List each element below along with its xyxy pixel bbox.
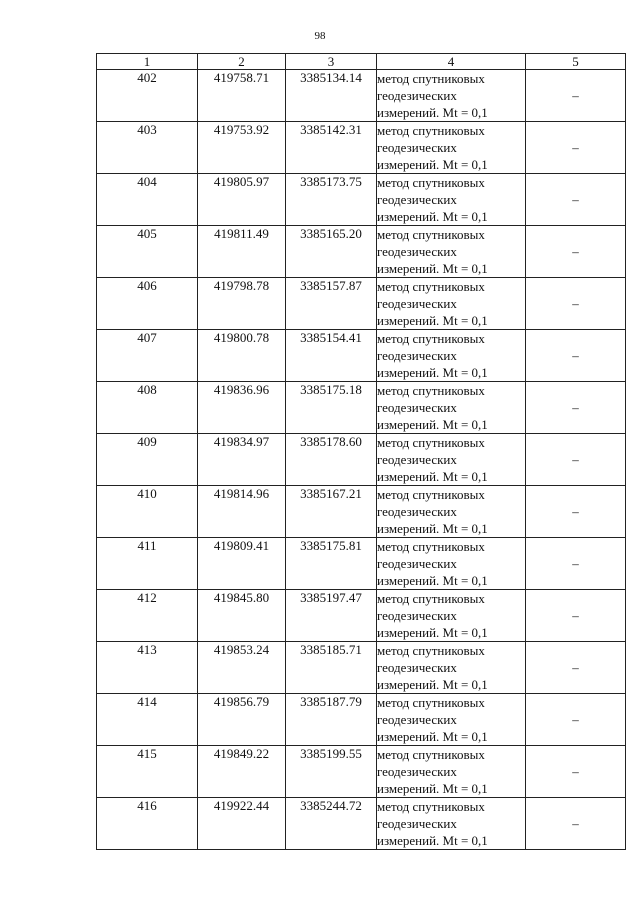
x-coordinate-cell: 419805.97 bbox=[198, 174, 286, 226]
column-header: 4 bbox=[377, 54, 526, 70]
x-coordinate-cell: 419753.92 bbox=[198, 122, 286, 174]
x-coordinate-cell: 419836.96 bbox=[198, 382, 286, 434]
point-number-cell: 403 bbox=[97, 122, 198, 174]
table-row bbox=[97, 122, 626, 174]
note-cell: – bbox=[526, 642, 626, 694]
x-coordinate-cell: 419856.79 bbox=[198, 694, 286, 746]
note-cell: – bbox=[526, 70, 626, 122]
point-number-cell: 406 bbox=[97, 278, 198, 330]
x-coordinate-cell: 419758.71 bbox=[198, 70, 286, 122]
method-cell bbox=[377, 486, 526, 538]
column-header: 5 bbox=[526, 54, 626, 70]
x-coordinate-cell: 419814.96 bbox=[198, 486, 286, 538]
note-cell: – bbox=[526, 486, 626, 538]
point-number-cell: 415 bbox=[97, 746, 198, 798]
method-cell bbox=[377, 70, 526, 122]
page-number: 98 bbox=[314, 30, 326, 42]
method-text-line: метод спутниковых bbox=[377, 539, 485, 554]
point-number-cell: 409 bbox=[97, 434, 198, 486]
point-number-cell: 411 bbox=[97, 538, 198, 590]
point-number-cell: 407 bbox=[97, 330, 198, 382]
method-text-line: метод спутниковых bbox=[377, 175, 485, 190]
column-header: 2 bbox=[198, 54, 286, 70]
table-row bbox=[97, 70, 626, 122]
table-row bbox=[97, 434, 626, 486]
table-row bbox=[97, 642, 626, 694]
table-row bbox=[97, 486, 626, 538]
note-cell: – bbox=[526, 174, 626, 226]
table-row bbox=[97, 694, 626, 746]
method-text-line: измерений. Mt = 0,1 bbox=[377, 417, 488, 432]
method-text-line: измерений. Mt = 0,1 bbox=[377, 209, 488, 224]
method-cell bbox=[377, 122, 526, 174]
note-cell: – bbox=[526, 538, 626, 590]
x-coordinate-cell: 419811.49 bbox=[198, 226, 286, 278]
point-number-cell: 410 bbox=[97, 486, 198, 538]
method-text-line: измерений. Mt = 0,1 bbox=[377, 833, 488, 848]
y-coordinate-cell: 3385134.14 bbox=[286, 70, 377, 122]
x-coordinate-cell: 419922.44 bbox=[198, 798, 286, 850]
y-coordinate-cell: 3385175.81 bbox=[286, 538, 377, 590]
method-text-line: измерений. Mt = 0,1 bbox=[377, 521, 488, 536]
y-coordinate-cell: 3385173.75 bbox=[286, 174, 377, 226]
y-coordinate-cell: 3385199.55 bbox=[286, 746, 377, 798]
method-cell bbox=[377, 798, 526, 850]
method-text-line: измерений. Mt = 0,1 bbox=[377, 365, 488, 380]
column-header: 1 bbox=[97, 54, 198, 70]
method-text-line: геодезических bbox=[377, 712, 457, 727]
method-cell bbox=[377, 434, 526, 486]
note-cell: – bbox=[526, 122, 626, 174]
method-text-line: метод спутниковых bbox=[377, 435, 485, 450]
y-coordinate-cell: 3385142.31 bbox=[286, 122, 377, 174]
method-text-line: измерений. Mt = 0,1 bbox=[377, 677, 488, 692]
y-coordinate-cell: 3385197.47 bbox=[286, 590, 377, 642]
y-coordinate-cell: 3385154.41 bbox=[286, 330, 377, 382]
method-text-line: измерений. Mt = 0,1 bbox=[377, 157, 488, 172]
method-text-line: геодезических bbox=[377, 608, 457, 623]
method-cell bbox=[377, 642, 526, 694]
point-number-cell: 416 bbox=[97, 798, 198, 850]
method-text-line: измерений. Mt = 0,1 bbox=[377, 573, 488, 588]
method-text-line: метод спутниковых bbox=[377, 643, 485, 658]
x-coordinate-cell: 419849.22 bbox=[198, 746, 286, 798]
x-coordinate-cell: 419853.24 bbox=[198, 642, 286, 694]
method-cell bbox=[377, 382, 526, 434]
method-cell bbox=[377, 226, 526, 278]
method-text-line: геодезических bbox=[377, 192, 457, 207]
note-cell: – bbox=[526, 434, 626, 486]
table-row bbox=[97, 226, 626, 278]
x-coordinate-cell: 419809.41 bbox=[198, 538, 286, 590]
y-coordinate-cell: 3385178.60 bbox=[286, 434, 377, 486]
method-text-line: измерений. Mt = 0,1 bbox=[377, 313, 488, 328]
method-text-line: геодезических bbox=[377, 764, 457, 779]
method-text-line: геодезических bbox=[377, 140, 457, 155]
method-text-line: метод спутниковых bbox=[377, 383, 485, 398]
table-row bbox=[97, 746, 626, 798]
y-coordinate-cell: 3385185.71 bbox=[286, 642, 377, 694]
method-text-line: метод спутниковых bbox=[377, 799, 485, 814]
y-coordinate-cell: 3385165.20 bbox=[286, 226, 377, 278]
method-text-line: метод спутниковых bbox=[377, 71, 485, 86]
note-cell: – bbox=[526, 798, 626, 850]
table-row bbox=[97, 590, 626, 642]
method-cell bbox=[377, 278, 526, 330]
table-row bbox=[97, 538, 626, 590]
table-row bbox=[97, 330, 626, 382]
table-row bbox=[97, 278, 626, 330]
point-number-cell: 404 bbox=[97, 174, 198, 226]
method-text-line: геодезических bbox=[377, 504, 457, 519]
method-text-line: метод спутниковых bbox=[377, 123, 485, 138]
y-coordinate-cell: 3385187.79 bbox=[286, 694, 377, 746]
x-coordinate-cell: 419834.97 bbox=[198, 434, 286, 486]
method-text-line: метод спутниковых bbox=[377, 487, 485, 502]
x-coordinate-cell: 419845.80 bbox=[198, 590, 286, 642]
method-text-line: геодезических bbox=[377, 400, 457, 415]
y-coordinate-cell: 3385157.87 bbox=[286, 278, 377, 330]
note-cell: – bbox=[526, 330, 626, 382]
method-text-line: геодезических bbox=[377, 348, 457, 363]
note-cell: – bbox=[526, 746, 626, 798]
y-coordinate-cell: 3385175.18 bbox=[286, 382, 377, 434]
note-cell: – bbox=[526, 226, 626, 278]
point-number-cell: 405 bbox=[97, 226, 198, 278]
method-text-line: измерений. Mt = 0,1 bbox=[377, 781, 488, 796]
x-coordinate-cell: 419798.78 bbox=[198, 278, 286, 330]
point-number-cell: 402 bbox=[97, 70, 198, 122]
y-coordinate-cell: 3385244.72 bbox=[286, 798, 377, 850]
coordinates-table bbox=[96, 53, 626, 850]
method-text-line: геодезических bbox=[377, 452, 457, 467]
method-text-line: геодезических bbox=[377, 88, 457, 103]
table-row bbox=[97, 174, 626, 226]
table-row bbox=[97, 382, 626, 434]
point-number-cell: 412 bbox=[97, 590, 198, 642]
method-cell bbox=[377, 330, 526, 382]
point-number-cell: 413 bbox=[97, 642, 198, 694]
x-coordinate-cell: 419800.78 bbox=[198, 330, 286, 382]
table-header-row bbox=[97, 54, 626, 70]
column-header: 3 bbox=[286, 54, 377, 70]
method-text-line: метод спутниковых bbox=[377, 591, 485, 606]
note-cell: – bbox=[526, 382, 626, 434]
method-text-line: геодезических bbox=[377, 296, 457, 311]
method-text-line: измерений. Mt = 0,1 bbox=[377, 105, 488, 120]
method-cell bbox=[377, 174, 526, 226]
table-body bbox=[97, 70, 626, 850]
y-coordinate-cell: 3385167.21 bbox=[286, 486, 377, 538]
method-text-line: метод спутниковых bbox=[377, 227, 485, 242]
method-text-line: метод спутниковых bbox=[377, 331, 485, 346]
method-text-line: измерений. Mt = 0,1 bbox=[377, 729, 488, 744]
method-text-line: метод спутниковых bbox=[377, 695, 485, 710]
point-number-cell: 408 bbox=[97, 382, 198, 434]
note-cell: – bbox=[526, 694, 626, 746]
method-text-line: метод спутниковых bbox=[377, 279, 485, 294]
method-text-line: геодезических bbox=[377, 816, 457, 831]
method-text-line: геодезических bbox=[377, 660, 457, 675]
method-text-line: геодезических bbox=[377, 556, 457, 571]
method-text-line: измерений. Mt = 0,1 bbox=[377, 469, 488, 484]
method-text-line: геодезических bbox=[377, 244, 457, 259]
method-text-line: измерений. Mt = 0,1 bbox=[377, 261, 488, 276]
point-number-cell: 414 bbox=[97, 694, 198, 746]
method-cell bbox=[377, 694, 526, 746]
note-cell: – bbox=[526, 590, 626, 642]
table-row bbox=[97, 798, 626, 850]
method-text-line: измерений. Mt = 0,1 bbox=[377, 625, 488, 640]
method-cell bbox=[377, 538, 526, 590]
note-cell: – bbox=[526, 278, 626, 330]
method-text-line: метод спутниковых bbox=[377, 747, 485, 762]
method-cell bbox=[377, 590, 526, 642]
method-cell bbox=[377, 746, 526, 798]
